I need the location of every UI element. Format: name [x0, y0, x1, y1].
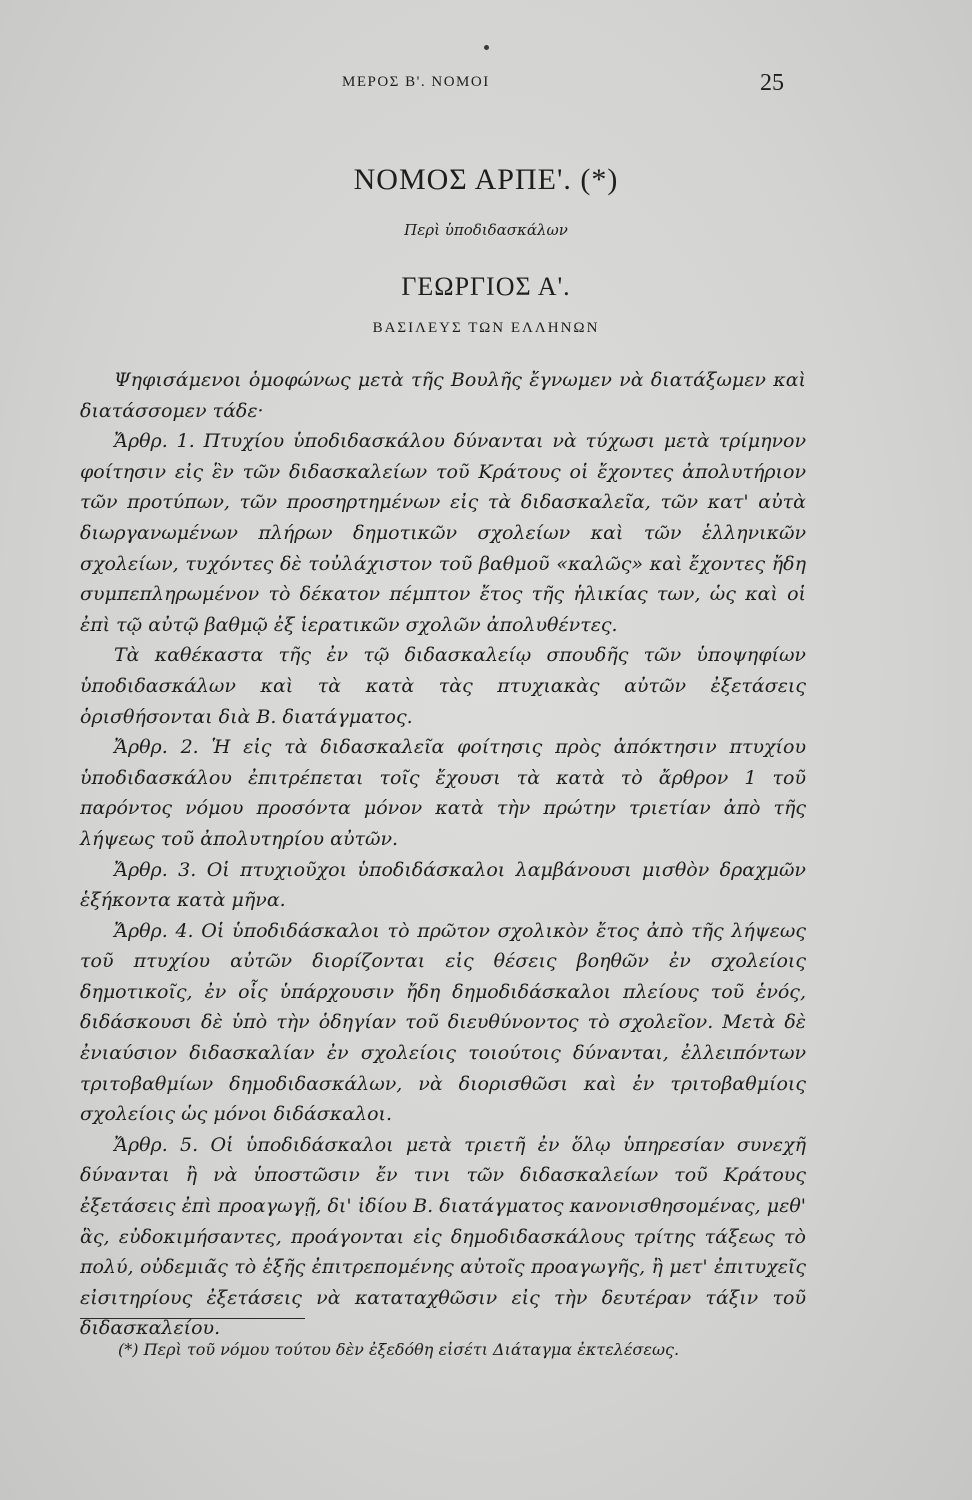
law-body [80, 365, 806, 1344]
law-subtitle: Περὶ ὑποδιδασκάλων [404, 221, 568, 239]
article-2-paragraph: Ἄρθρ. 2. Ἡ εἰς τὰ διδασκαλεῖα φοίτησις πρὸς ἀπόκτησιν πτυχίου ὑποδιδασκάλου ἐπιτρέπεται τοῖς ἔχουσι τὰ κατὰ τὸ ἄρθρον 1 τοῦ παρόντος νόμου προσόντα μόνον κατὰ τὴν πρώτην τριετίαν ἀπὸ τῆς λήψεως τοῦ ἀπολυτηρίου αὐτῶν. [80, 736, 806, 850]
footnote: (*) Περὶ τοῦ νόμου τούτου δὲν ἐξεδόθη εἰσέτι Διάταγμα ἐκτελέσεως. [118, 1340, 680, 1359]
page-number: 25 [760, 70, 784, 96]
king-title: ΒΑΣΙΛΕΥΣ ΤΩΝ ΕΛΛΗΝΩΝ [372, 320, 600, 336]
king-name: ΓΕΩΡΓΙΟΣ Α'. [401, 272, 571, 301]
ink-speck [484, 45, 489, 50]
law-title: ΝΟΜΟΣ ΑΡΠΕ'. (*) [353, 163, 619, 196]
footnote-rule [80, 1318, 305, 1319]
preamble-paragraph: Ψηφισάμενοι ὁμοφώνως μετὰ τῆς Βουλῆς ἔγνωμεν νὰ διατάξωμεν καὶ διατάσσομεν τάδε· [80, 369, 806, 422]
article-1-details-paragraph: Τὰ καθέκαστα τῆς ἐν τῷ διδασκαλείῳ σπουδῆς τῶν ὑποψηφίων ὑποδιδασκάλων καὶ τὰ κατὰ τὰς πτυχιακὰς αὐτῶν ἐξετάσεις ὁρισθήσονται διὰ Β. διατάγματος. [80, 644, 806, 728]
article-3-paragraph: Ἄρθρ. 3. Οἱ πτυχιοῦχοι ὑποδιδάσκαλοι λαμβάνουσι μισθὸν δραχμῶν ἑξήκοντα κατὰ μῆνα. [80, 858, 806, 912]
article-4-paragraph: Ἄρθρ. 4. Οἱ ὑποδιδάσκαλοι τὸ πρῶτον σχολικὸν ἔτος ἀπὸ τῆς λήψεως τοῦ πτυχίου αὐτῶν διορίζονται εἰς θέσεις βοηθῶν ἐν σχολείοις δημοτικοῖς, ἐν οἷς ὑπάρχουσιν ἤδη δημοδιδάσκαλοι πλείους τοῦ ἑνός, διδάσκουσι δὲ ὑπὸ τὴν ὁδηγίαν τοῦ διευθύνοντος τὸ σχολεῖον. Μετὰ δὲ ἐνιαύσιον διδασκαλίαν ἐν σχολείοις τοιούτοις δύνανται, ἐλλειπόντων τριτοβαθμίων δημοδιδασκάλων, νὰ διορισθῶσι καὶ ἐν τριτοβαθμίοις σχολείοις ὡς μόνοι διδάσκαλοι. [80, 919, 806, 1126]
article-1-paragraph: Ἄρθρ. 1. Πτυχίου ὑποδιδασκάλου δύνανται νὰ τύχωσι μετὰ τρίμηνον φοίτησιν εἰς ἓν τῶν διδασκαλείων τοῦ Κράτους οἱ ἔχοντες ἀπολυτήριον τῶν προτύπων, τῶν προσηρτημένων εἰς τὰ διδασκαλεῖα, τῶν κατ' αὐτὰ διωργανωμένων πλήρων δημοτικῶν σχολείων καὶ τῶν ἑλληνικῶν σχολείων, τυχόντες δὲ τοὐλάχιστον τοῦ βαθμοῦ «καλῶς» καὶ ἔχοντες ἤδη συμπεπληρωμένον τὸ δέκατον πέμπτον ἔτος τῆς ἡλικίας των, ὡς καὶ οἱ ἐπὶ τῷ αὐτῷ βαθμῷ ἐξ ἱερατικῶν σχολῶν ἀπολυθέντες. [80, 430, 806, 636]
article-5-paragraph: Ἄρθρ. 5. Οἱ ὑποδιδάσκαλοι μετὰ τριετῆ ἐν ὅλῳ ὑπηρεσίαν συνεχῆ δύνανται ἢ νὰ ὑποστῶσιν ἔν τινι τῶν διδασκαλείων τοῦ Κράτους ἐξετάσεις ἐπὶ προαγωγῇ, δι' ἰδίου Β. διατάγματος κανονισθησομένας, μεθ' ἃς, εὐδοκιμήσαντες, προάγονται εἰς δημοδιδασκάλους τρίτης τάξεως τὸ πολύ, οὐδεμιᾶς τὸ ἑξῆς ἐπιτρεπομένης αὐτοῖς προαγωγῆς, ἢ μετ' ἐπιτυχεῖς εἰσιτηρίους ἐξετάσεις νὰ καταταχθῶσιν εἰς τὴν δευτέραν τάξιν τοῦ διδασκαλείου. [80, 1133, 806, 1340]
running-head [0, 70, 972, 100]
running-title: ΜΕΡΟΣ Β'. ΝΟΜΟΙ [342, 74, 490, 90]
